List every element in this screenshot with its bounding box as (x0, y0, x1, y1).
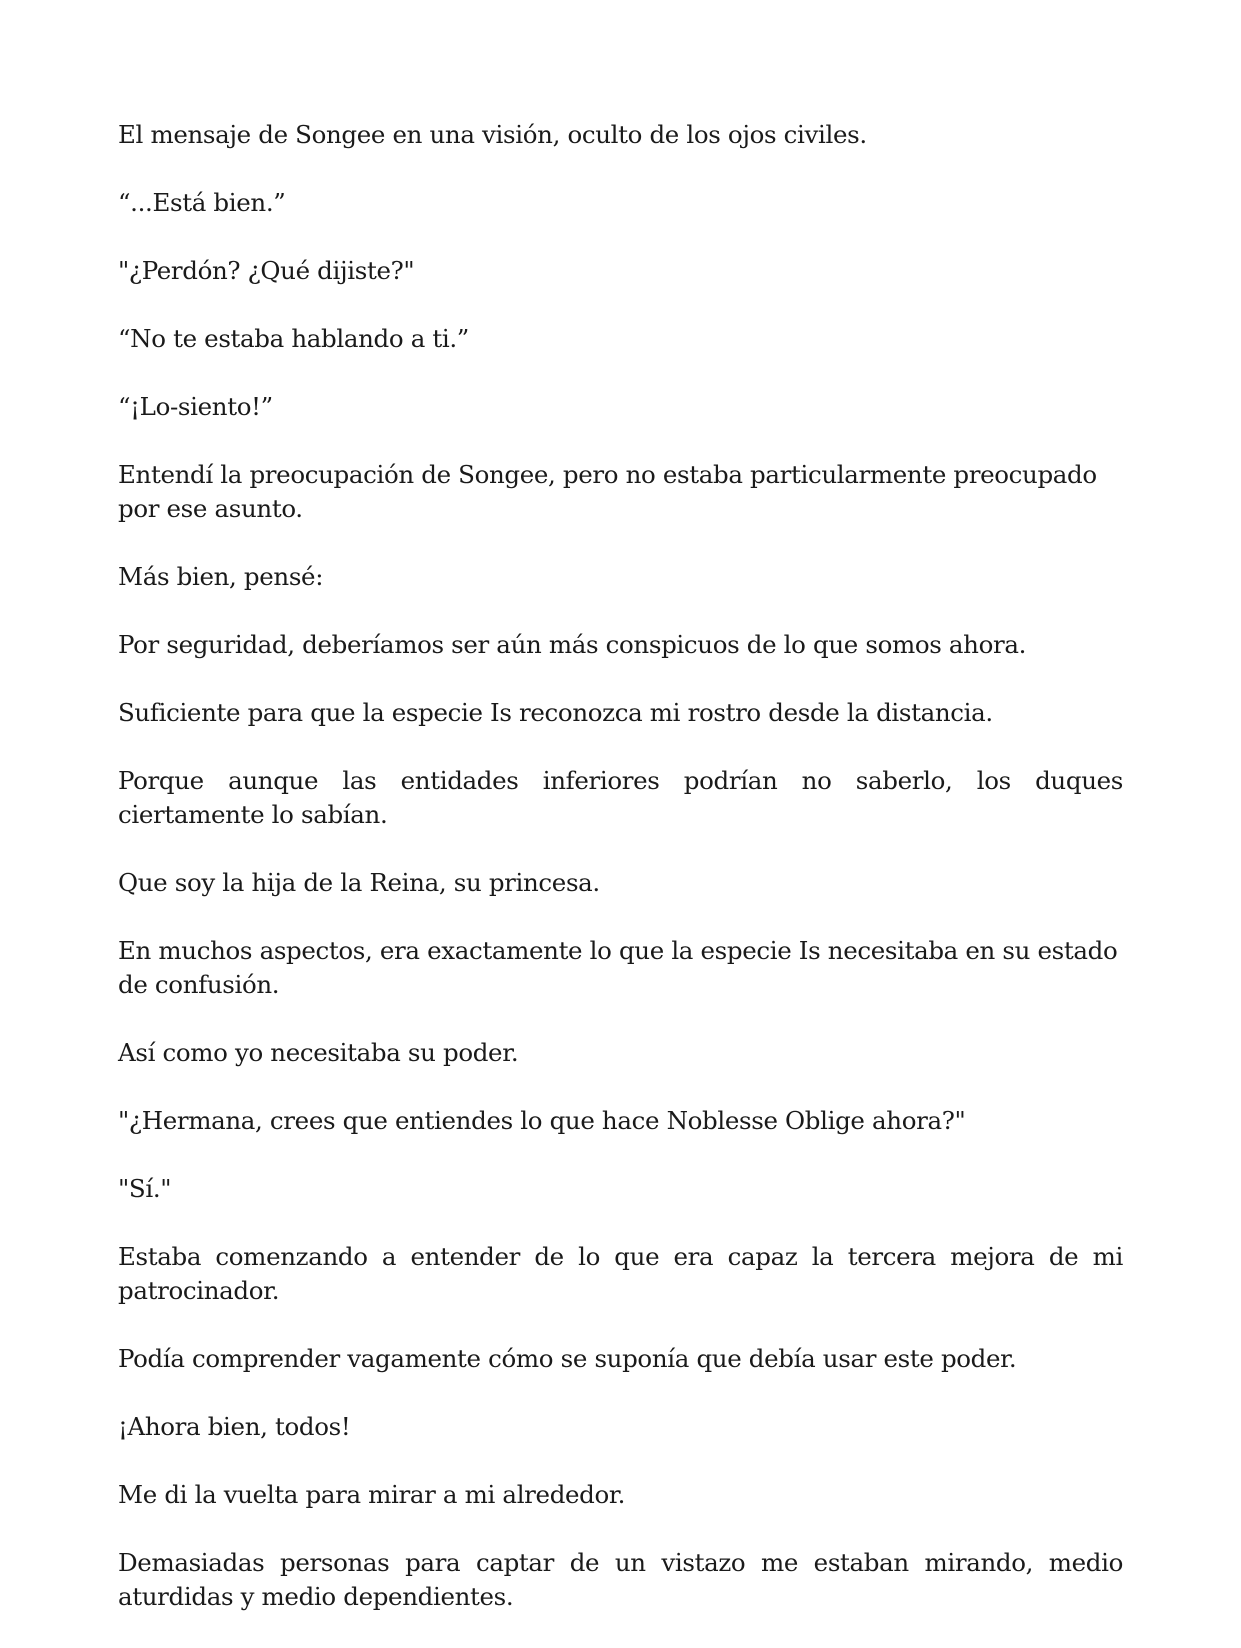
paragraph: Estaba comenzando a entender de lo que era capaz la tercera mejora de mi patrocinador. (118, 1242, 1123, 1305)
paragraph: “¡Lo-siento!” (118, 392, 273, 421)
paragraph: "¿Perdón? ¿Qué dijiste?" (118, 256, 415, 285)
paragraph: Que soy la hija de la Reina, su princesa. (118, 868, 600, 897)
paragraph: Demasiadas personas para captar de un vistazo me estaban mirando, medio aturdidas y medio dependientes. (118, 1548, 1123, 1611)
paragraph: "Sí." (118, 1174, 172, 1203)
paragraph: Me di la vuelta para mirar a mi alrededor. (118, 1480, 626, 1509)
paragraph: “No te estaba hablando a ti.” (118, 324, 469, 353)
paragraph: Por seguridad, deberíamos ser aún más conspicuos de lo que somos ahora. (118, 630, 1027, 659)
paragraph: En muchos aspectos, era exactamente lo que la especie Is necesitaba en su estado de confusión. (118, 936, 1118, 999)
paragraph: Más bien, pensé: (118, 562, 324, 591)
paragraph: Podía comprender vagamente cómo se suponía que debía usar este poder. (118, 1344, 1017, 1373)
paragraph: Suficiente para que la especie Is reconozca mi rostro desde la distancia. (118, 698, 993, 727)
paragraph: ¡Ahora bien, todos! (118, 1412, 351, 1441)
paragraph: Así como yo necesitaba su poder. (118, 1038, 519, 1067)
paragraph: Entendí la preocupación de Songee, pero no estaba particularmente preocupado por ese asunto. (118, 460, 1097, 523)
paragraph: “...Está bien.” (118, 188, 286, 217)
text-column (118, 118, 1123, 1648)
paragraph: "¿Hermana, crees que entiendes lo que hace Noblesse Oblige ahora?" (118, 1106, 966, 1135)
paragraph: Porque aunque las entidades inferiores podrían no saberlo, los duques ciertamente lo sabían. (118, 766, 1123, 829)
paragraph: El mensaje de Songee en una visión, oculto de los ojos civiles. (118, 120, 867, 149)
